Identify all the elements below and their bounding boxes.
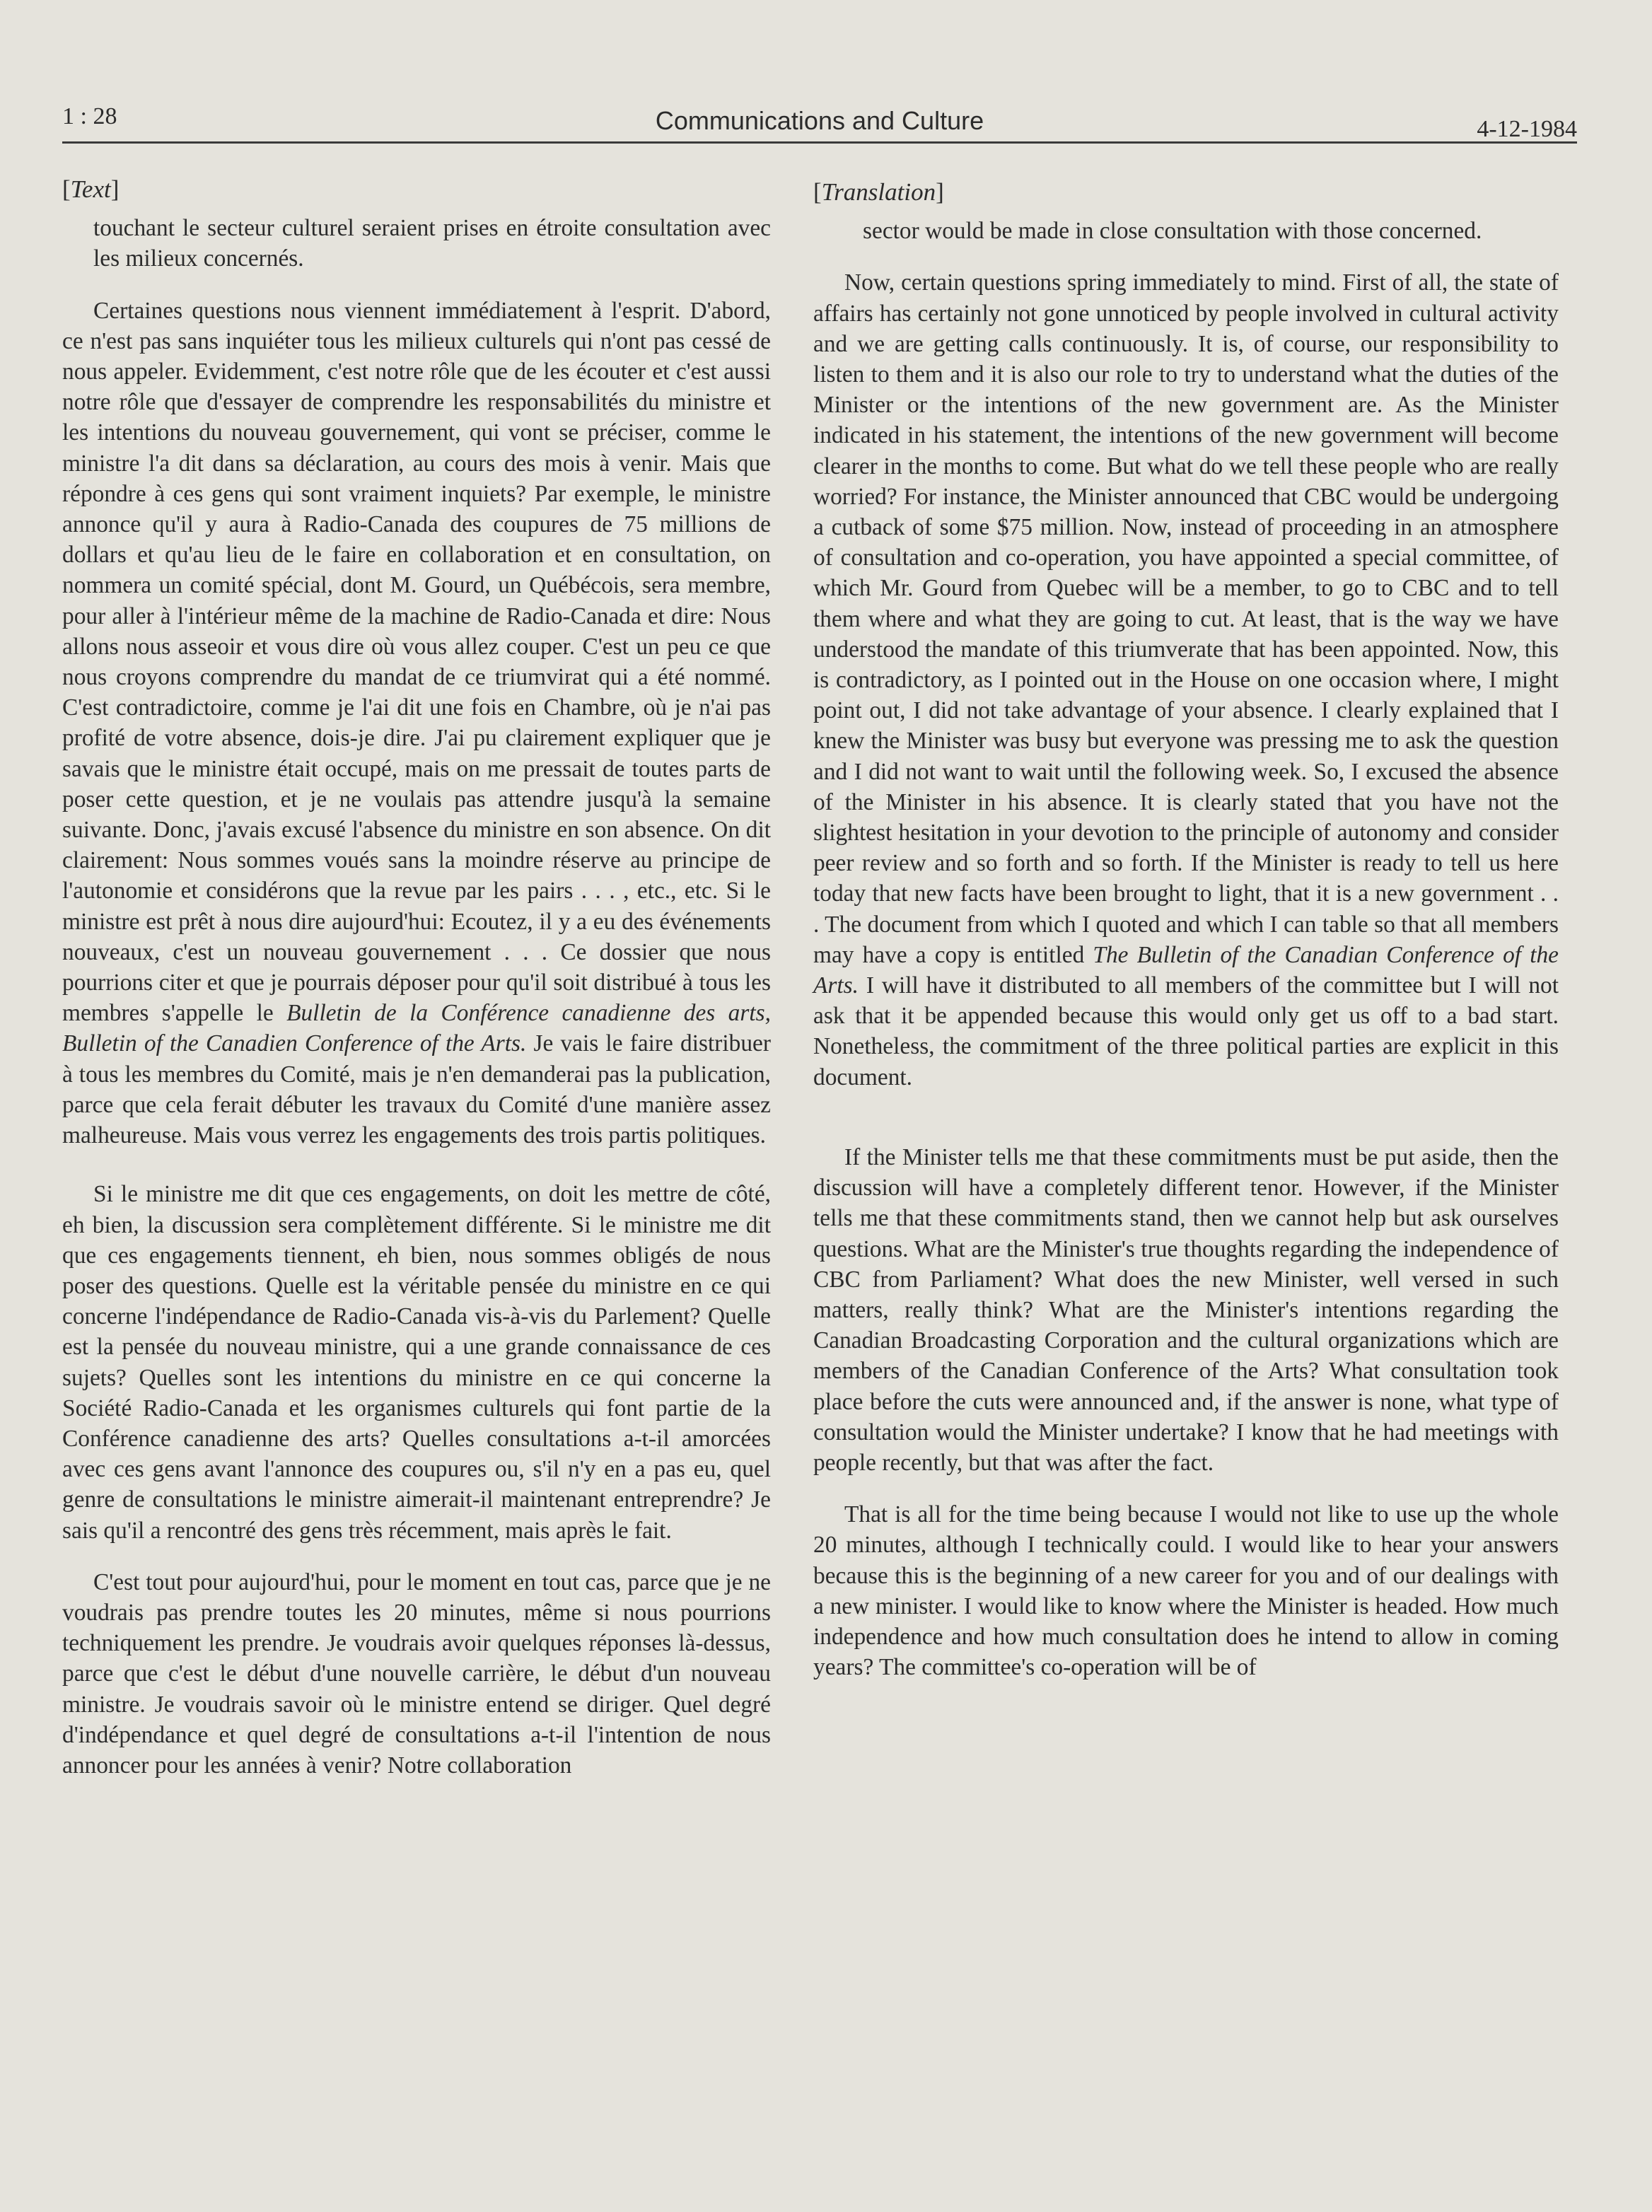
label-bracket-close: ] <box>110 175 120 203</box>
header-date: 4-12-1984 <box>1477 116 1577 142</box>
paragraph: That is all for the time being because I would not like to use up the whole 20 minutes, although I technically could. I would like to hear your answers because this is the beginning of a new career for you and of our dealings with a new minister. I would like to know where the Minister is headed. How much independence and how much consultation does he intend to allow in coming years? The committee's co-operation will be of <box>813 1501 1559 1681</box>
running-title: Communications and Culture <box>655 106 984 135</box>
label-text: Translation <box>821 178 936 206</box>
label-text: Text <box>70 175 111 203</box>
page-header <box>62 99 1577 144</box>
italic-title: Bulletin de la Conférence canadienne des arts, Bulletin of the Canadien Conference of the Arts. <box>62 1000 771 1057</box>
paragraph: C'est tout pour aujourd'hui, pour le moment en tout cas, parce que je ne voudrais pas prendre toutes les 20 minutes, même si nous pourrions techniquement les prendre. Je voudrais avoir quelques réponses là-dessus, parce que c'est le début d'une nouvelle carrière, le début d'un nouveau ministre. Je voudrais savoir où le ministre entend se diriger. Quel degré d'indépendance et quel degré de consultations a-t-il l'intention de nous annoncer pour les années à venir? Notre collaboration <box>62 1568 771 1779</box>
paragraph: sector would be made in close consultation with those concerned. <box>863 218 1482 245</box>
paragraph <box>62 296 771 1151</box>
paragraph-text: I will have it distributed to all members of the committee but I will not ask that it be appended because this would only get us off to a bad start. Nonetheless, the commitment of the three political parties are explicit in this document. <box>813 972 1559 1090</box>
italic-title: The Bulletin of the Canadian Conference of the Arts. <box>813 941 1559 999</box>
label-bracket-open: [ <box>813 178 822 206</box>
paragraph-text: Je vais le faire distribuer à tous les membres du Comité, mais je n'en demanderai pas la publication, parce que cela ferait débuter les travaux du Comité d'une manière assez malheureuse. Mais vous verrez les engagements des trois partis politiques. <box>62 1030 771 1149</box>
column-label <box>813 177 1559 207</box>
french-text-column <box>62 174 771 1802</box>
column-label <box>62 174 771 204</box>
page-number: 1 : 28 <box>62 103 117 129</box>
paragraph-text: Now, certain questions spring immediately to mind. First of all, the state of affairs has certainly not gone unnoticed by people involved in cultural activity and we are getting calls continuously. It is, of course, our responsibility to listen to them and it is also our role to try to understand what the duties of the Minister or the intentions of the new government are. As the Minister indicated in his statement, the intentions of the new government will become clearer in the months to come. But what do we tell these people who are really worried? For instance, the Minister announced that CBC would be undergoing a cutback of some $75 million. Now, instead of proceeding in an atmosphere of consultation and co-operation, you have appointed a special committee, of which Mr. Gourd from Quebec will be a member, to go to CBC and to tell them where and what they are going to cut. At least, that is the way we have understood the mandate of this triumverate that has been appointed. Now, this is contradictory, as I pointed out in the House on one occasion where, I might point out, I did not take advantage of your absence. I clearly explained that I knew the Minister was busy but everyone was pressing me to ask the question and I did not want to wait until the following week. So, I excused the absence of the Minister in his absence. It is clearly stated that you have not the slightest hesitation in your devotion to the principle of autonomy and consider peer review and so forth and so forth. If the Minister is ready to tell us here today that new facts have been brought to light, that it is a new government . . . The document from which I quoted and which I can table so that all members may have a copy is entitled <box>813 269 1559 968</box>
paragraph: Si le ministre me dit que ces engagements, on doit les mettre de côté, eh bien, la discussion sera complètement différente. Si le ministre me dit que ces engagements tiennent, eh bien, nous sommes obligés de nous poser des questions. Quelle est la véritable pensée du ministre en ce qui concerne l'indépendance de Radio-Canada vis-à-vis du Parlement? Quelle est la pensée du nouveau ministre, qui a une grande connaissance de ces sujets? Quelles sont les intentions du ministre en ce qui concerne la Société Radio-Canada et les organismes culturels qui font partie de la Conférence canadienne des arts? Quelles consultations a-t-il amorcées avec ces gens avant l'annonce des coupures ou, s'il n'y en a pas eu, quel genre de consultations le ministre aimerait-il maintenant entreprendre? Je sais qu'il a rencontré des gens très récemment, mais après le fait. <box>62 1181 771 1544</box>
paragraph: touchant le secteur culturel seraient prises en étroite consultation avec les milieux concernés. <box>93 215 771 272</box>
label-bracket-open: [ <box>62 175 71 203</box>
paragraph-text: Certaines questions nous viennent immédiatement à l'esprit. D'abord, ce n'est pas sans inquiéter tous les milieux culturels qui n'ont pas cessé de nous appeler. Evidemment, c'est notre rôle que de les écouter et c'est aussi notre rôle que d'essayer de comprendre les responsabilités du ministre et les intentions du nouveau gouvernement, qui vont se préciser, comme le ministre l'a dit dans sa déclaration, au cours des mois à venir. Mais que répondre à ces gens qui sont vraiment inquiets? Par exemple, le ministre annonce qu'il y aura à Radio-Canada des coupures de 75 millions de dollars et qu'au lieu de le faire en collaboration et en consultation, on nommera un comité spécial, dont M. Gourd, un Québécois, sera membre, pour aller à l'intérieur même de la machine de Radio-Canada et dire: Nous allons nous asseoir et vous dire où vous allez couper. C'est un peu ce que nous croyons comprendre du mandat de ce triumvirat qui a été nommé. C'est contradictoire, comme je l'ai dit une fois en Chambre, où je n'ai pas profité de votre absence, dois-je dire. J'ai pu clairement expliquer que je savais que le ministre était occupé, mais on me pressait de toutes parts de poser cette question, et je ne voulais pas attendre jusqu'à la semaine suivante. Donc, j'avais excusé l'absence du ministre en son absence. On dit clairement: Nous sommes voués sans la moindre réserve au principe de l'autonomie et considérons que la revue par les pairs . . . , etc., etc. Si le ministre est prêt à nous dire aujourd'hui: Ecoutez, il y a eu des événements nouveaux, c'est un nouveau gouvernement . . . Ce dossier que nous pourrions citer et que je pourrais déposer pour qu'il soit distribué à tous les membres s'appelle le <box>62 297 771 1027</box>
label-bracket-close: ] <box>936 178 944 206</box>
english-translation-column <box>813 177 1559 1704</box>
paragraph <box>813 267 1559 1092</box>
paragraph: If the Minister tells me that these commitments must be put aside, then the discussion will have a completely different tenor. However, if the Minister tells me that these commitments stand, then we cannot help but ask ourselves questions. What are the Minister's true thoughts regarding the independence of CBC from Parliament? What does the new Minister, well versed in such matters, really think? What are the Minister's intentions regarding the Canadian Broadcasting Corporation and the cultural organizations which are members of the Canadian Conference of the Arts? What consultation took place before the cuts were announced and, if the answer is none, what type of consultation would the Minister undertake? I know that he had meetings with people recently, but that was after the fact. <box>813 1143 1559 1476</box>
